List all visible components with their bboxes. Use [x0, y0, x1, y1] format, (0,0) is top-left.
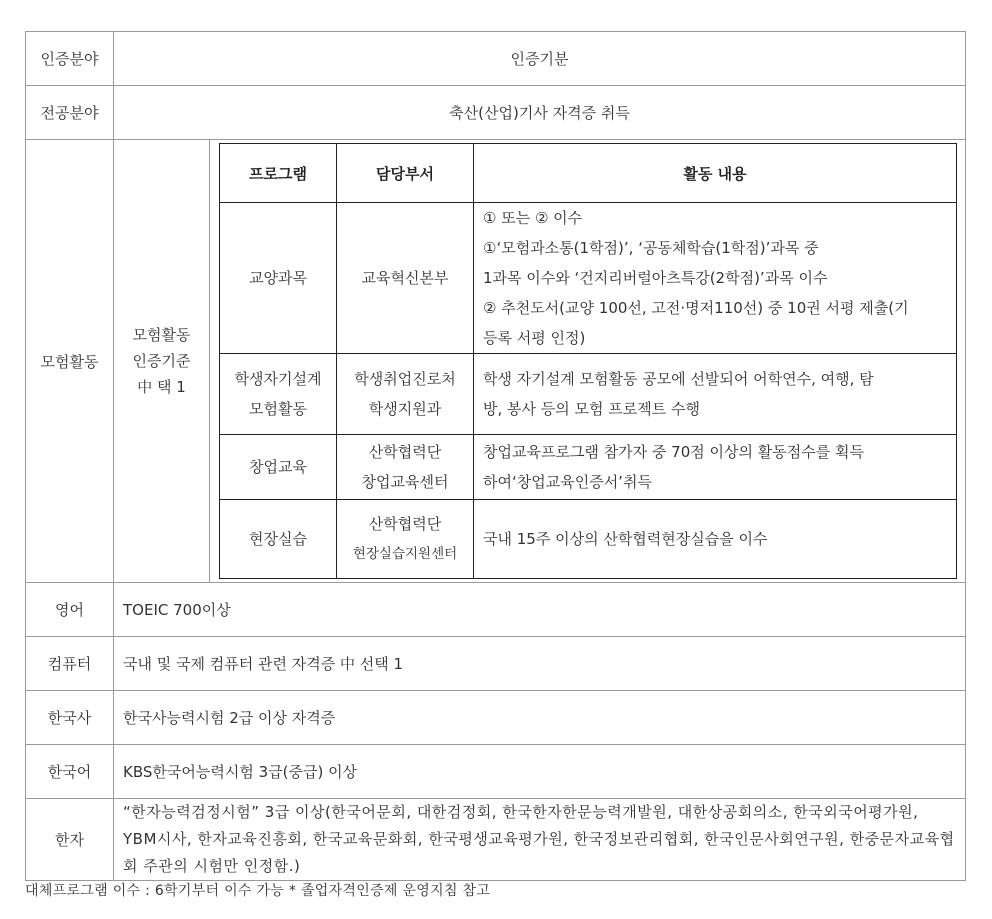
program-line: 현장실습 — [249, 530, 307, 548]
footnote: 대체프로그램 이수 : 6학기부터 이수 가능 * 졸업자격인증제 운영지침 참고 — [25, 883, 491, 899]
adventure-programs-table — [219, 143, 957, 579]
content-line: 등록 서평 인정) — [483, 329, 586, 347]
program-cell — [220, 203, 337, 354]
adventure-criteria-line: 中 택 1 — [137, 378, 186, 396]
table-row — [220, 435, 957, 500]
english-value: TOEIC 700이상 — [114, 583, 966, 637]
korean-history-value: 한국사능력시험 2급 이상 자격증 — [114, 691, 966, 745]
table-row — [220, 500, 957, 579]
dept-line: 학생지원과 — [368, 400, 442, 418]
content-cell — [474, 354, 957, 435]
column-header-program: 프로그램 — [220, 144, 337, 203]
content-line: 학생 자기설계 모험활동 공모에 선발되어 어학연수, 여행, 탐 — [483, 370, 874, 388]
content-line: ① 또는 ② 이수 — [483, 209, 583, 227]
program-line: 교양과목 — [249, 269, 307, 287]
hanja-value: “한자능력검정시험” 3급 이상(한국어문회, 대한검정회, 한국한자한문능력개발원, 대한상공회의소, 한국외국어평가원, YBM시사, 한자교육진흥회, 한국교육문화회, 한국평생교육평가원, 한국정보관리협회, 한국인문사회연구원, 한중문자교육협회 주관의 시험만 인정함.) — [114, 799, 966, 881]
adventure-programs-cell — [210, 140, 966, 583]
dept-line: 교육혁신본부 — [361, 269, 449, 287]
dept-line: 창업교육센터 — [361, 473, 449, 491]
program-line: 학생자기설계 — [234, 370, 322, 388]
program-cell — [220, 500, 337, 579]
major-label: 전공분야 — [26, 86, 114, 140]
content-line: ①‘모험과소통(1학점)’, ‘공동체학습(1학점)’과목 중 — [483, 239, 819, 257]
header-field-cell: 인증분야 — [26, 32, 114, 86]
column-header-dept: 담당부서 — [337, 144, 474, 203]
content-line: 국내 15주 이상의 산학협력현장실습을 이수 — [483, 530, 768, 548]
adventure-label: 모험활동 — [26, 140, 114, 583]
dept-line: 학생취업진로처 — [354, 370, 456, 388]
computer-label: 컴퓨터 — [26, 637, 114, 691]
content-line: 창업교육프로그램 참가자 중 70점 이상의 활동점수를 획득 — [483, 443, 864, 461]
content-line: ② 추천도서(교양 100선, 고전·명저110선) 중 10권 서평 제출(기 — [483, 299, 909, 317]
dept-cell — [337, 203, 474, 354]
header-criteria-cell: 인증기분 — [114, 32, 966, 86]
adventure-criteria-line: 모험활동 — [132, 326, 191, 344]
program-line: 창업교육 — [249, 458, 307, 476]
korean-history-label: 한국사 — [26, 691, 114, 745]
adventure-criteria — [114, 140, 210, 583]
dept-cell — [337, 435, 474, 500]
dept-line: 산학협력단 — [368, 443, 442, 461]
program-cell — [220, 354, 337, 435]
computer-value: 국내 및 국제 컴퓨터 관련 자격증 中 선택 1 — [114, 637, 966, 691]
certification-table — [25, 31, 966, 881]
content-line: 방, 봉사 등의 모험 프로젝트 수행 — [483, 400, 700, 418]
dept-cell — [337, 500, 474, 579]
hanja-label: 한자 — [26, 799, 114, 881]
korean-language-label: 한국어 — [26, 745, 114, 799]
content-cell — [474, 500, 957, 579]
major-value: 축산(산업)기사 자격증 취득 — [114, 86, 966, 140]
table-row — [220, 354, 957, 435]
program-cell — [220, 435, 337, 500]
dept-line: 산학협력단 — [368, 515, 442, 533]
content-line: 하여‘창업교육인증서’취득 — [483, 473, 652, 491]
program-line: 모험활동 — [249, 400, 307, 418]
content-cell — [474, 435, 957, 500]
adventure-criteria-line: 인증기준 — [132, 352, 191, 370]
dept-cell — [337, 354, 474, 435]
english-label: 영어 — [26, 583, 114, 637]
table-row — [220, 203, 957, 354]
content-cell — [474, 203, 957, 354]
content-line: 1과목 이수와 ‘건지리버럴아츠특강(2학점)’과목 이수 — [483, 269, 828, 287]
column-header-content: 활동 내용 — [474, 144, 957, 203]
korean-language-value: KBS한국어능력시험 3급(중급) 이상 — [114, 745, 966, 799]
dept-line: 현장실습지원센터 — [352, 546, 458, 562]
